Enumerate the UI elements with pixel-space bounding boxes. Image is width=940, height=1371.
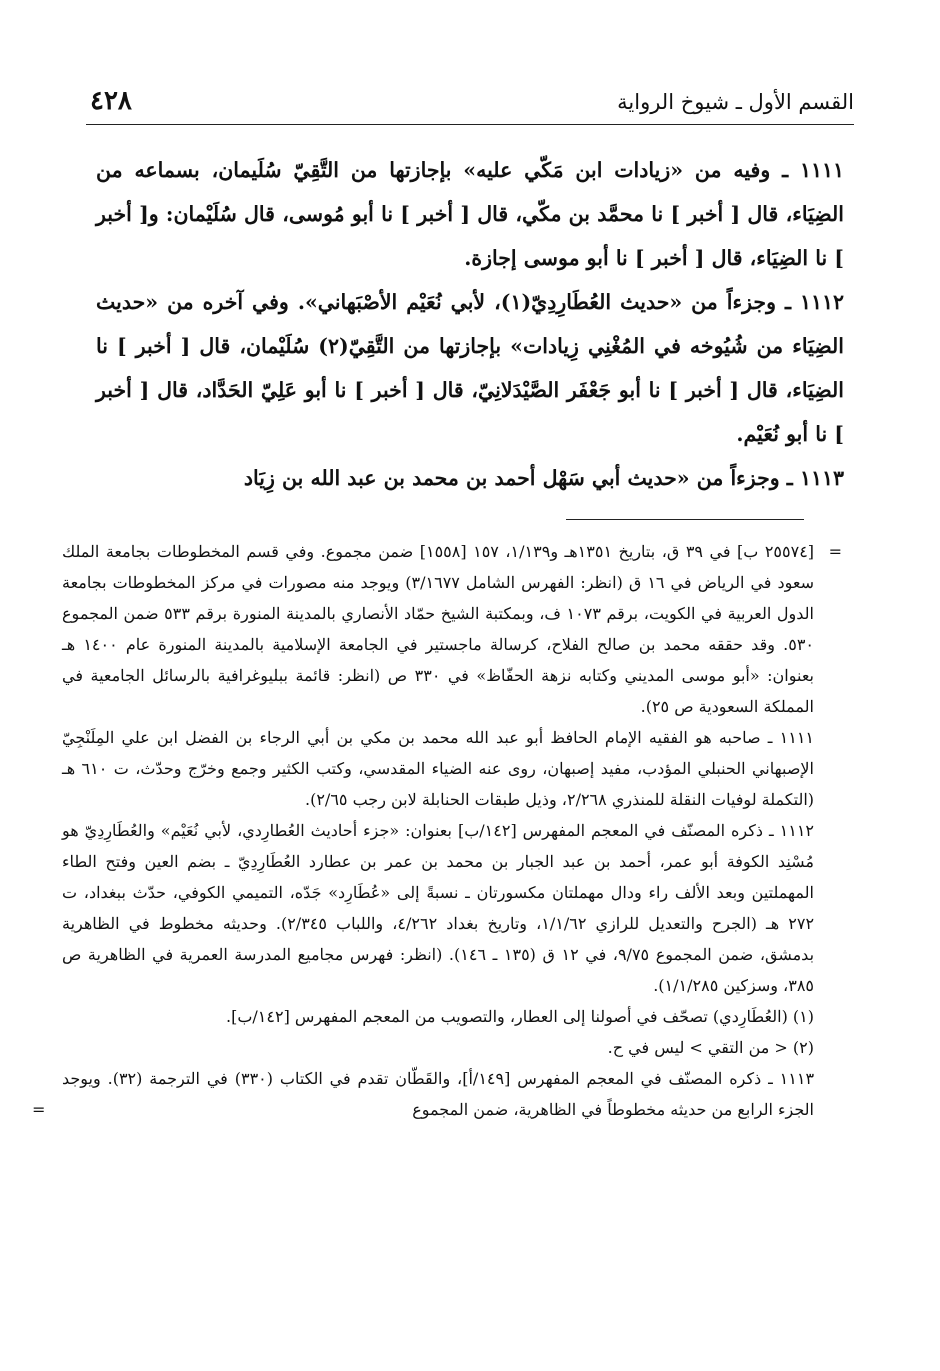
- footnote-1111: ١١١١ ـ صاحبه هو الفقيه الإمام الحافظ أبو عبد الله محمد بن مكي بن أبي الرجاء بن الفضل ابن علي المِلَنْجِيّ الإصبهاني الحنبلي المؤدب، مفيد إصبهان، روى عنه الضياء المقدسي، وكتب الكثير وجمع وخرّج وحدّث، ت ٦١٠ هـ (التكملة لوفيات النقلة للمنذري ٢/٢٦٨، وذيل طبقات الحنابلة لابن رجب ٢/٦٥).: [62, 728, 814, 809]
- entry-1113: ١١١٣ ـ وجزءاً من «حديث أبي سَهْل أحمد بن محمد بن عبد الله بن زِيَاد: [243, 466, 844, 490]
- continued-mark: =: [32, 1100, 46, 1119]
- footnote-1112: ١١١٢ ـ ذكره المصنّف في المعجم المفهرس [١٤٢/ب] بعنوان: «جزء أحاديث العُطارِدي، لأبي نُعَيْم» والعُطَارِدِيّ هو مُسْنِد الكوفة أبو عمر، أحمد بن عبد الجبار بن محمد بن عمر بن عطارد العُطَارِدِيّ ـ بضم العين وفتح الطاء المهملتين وبعد الألف راء ودال مهملتان مكسورتان ـ نسبةً إلى «عُطَارِد» جَدّه، التميمي الكوفي، حدّث ببغداد، ت ٢٧٢ هـ (الجرح والتعديل للرازي ١/١/٦٢، وتاريخ بغداد ٤/٢٦٢، واللباب ٢/٣٤٥). وحديثه مخطوط في الظاهرية بدمشق، ضمن المجموع ٩/٧٥، في ١٢ ق (١٣٥ ـ ١٤٦). (انظر: فهرس مجاميع المدرسة العمرية في الظاهرية ص ٣٨٥، وسزكين ١/١/٢٨٥).: [62, 821, 815, 995]
- header-title: القسم الأول ـ شيوخ الرواية: [617, 90, 854, 114]
- footnote-1113: ١١١٣ ـ ذكره المصنّف في المعجم المفهرس [١٤٩/أ]، والقَطّان تقدم في الكتاب (٣٣٠) في الترجمة (٣٢). ويوجد الجزء الرابع من حديثه مخطوطاً في الظاهرية، ضمن المجموع: [62, 1069, 815, 1119]
- continuation-mark: =: [828, 542, 842, 561]
- running-header: [86, 84, 854, 125]
- page-number: ٤٢٨: [90, 86, 132, 116]
- footnote-note-1: (١) (العُطَارِدي) تصحّف في أصولنا إلى العطار، والتصويب من المعجم المفهرس [١٤٢/ب].: [226, 1007, 814, 1026]
- entry-1112: ١١١٢ ـ وجزءاً من «حديث العُطَارِدِيّ(١)، لأبي نُعَيْم الأصْبَهاني». وفي آخره من «حديث الضِيَاء من شُيُوخه في المُغْنِي زِيادات» بإجازتها من التَّقِيّ(٢) سُلَيْمان، قال [ أخبر ] نا الضِيَاء، قال [ أخبر ] نا أبو جَعْفَر الصَّيْدَلانِيّ، قال [ أخبر ] نا أبو عَلِيّ الحَدَّاد، قال [ أخبر ] نا أبو نُعَيْم.: [96, 290, 844, 446]
- entry-1111: ١١١١ ـ وفيه من «زيادات ابن مَكّي عليه» بإجازتها من التَّقِيّ سُلَيمان، بسماعه من الضِيَاء، قال [ أخبر ] نا محمَّد بن مكّي، قال [ أخبر ] نا أبو مُوسى، قال سُلَيْمان: و[ أخبر ] نا الضِيَاء، قال [ أخبر ] نا أبو موسى إجازة.: [96, 158, 844, 270]
- footnotes: [32, 536, 842, 1125]
- footnote-prev: [٢٥٥٧٤ ب] في ٣٩ ق، بتاريخ ١٣٥١هـ و١/١٣٩، ١٥٧ [١٥٥٨] ضمن مجموع. وفي قسم المخطوطات بجامعة الملك سعود في الرياض في ١٦ ق (انظر: الفهرس الشامل ٣/١٦٧٧) ويوجد منه مصورات في مركز المخطوطات بجامعة الدول العربية في الكويت، برقم ١٠٧٣ ف، وبمكتبة الشيخ حمّاد الأنصاري بالمدينة المنورة برقم ٥٣٣ ضمن المجموع ٥٣٠. وقد حققه محمد بن صالح الفلاح، كرسالة ماجستير في الجامعة الإسلامية بالمدينة المنورة عام ١٤٠٠ هـ بعنوان: «أبو موسى المديني وكتابه نزهة الحفّاظ» في ٣٣٠ ص (انظر: قائمة ببليوغرافية بالرسائل الجامعية في المملكة السعودية ص ٢٥).: [62, 542, 815, 716]
- main-text: [96, 148, 844, 500]
- footnote-divider: [566, 519, 804, 520]
- footnote-continuation: [62, 536, 842, 722]
- footnote-note-2: (٢) < من التقي > ليس في ح.: [607, 1038, 814, 1057]
- footnote-1113-block: [32, 1063, 815, 1125]
